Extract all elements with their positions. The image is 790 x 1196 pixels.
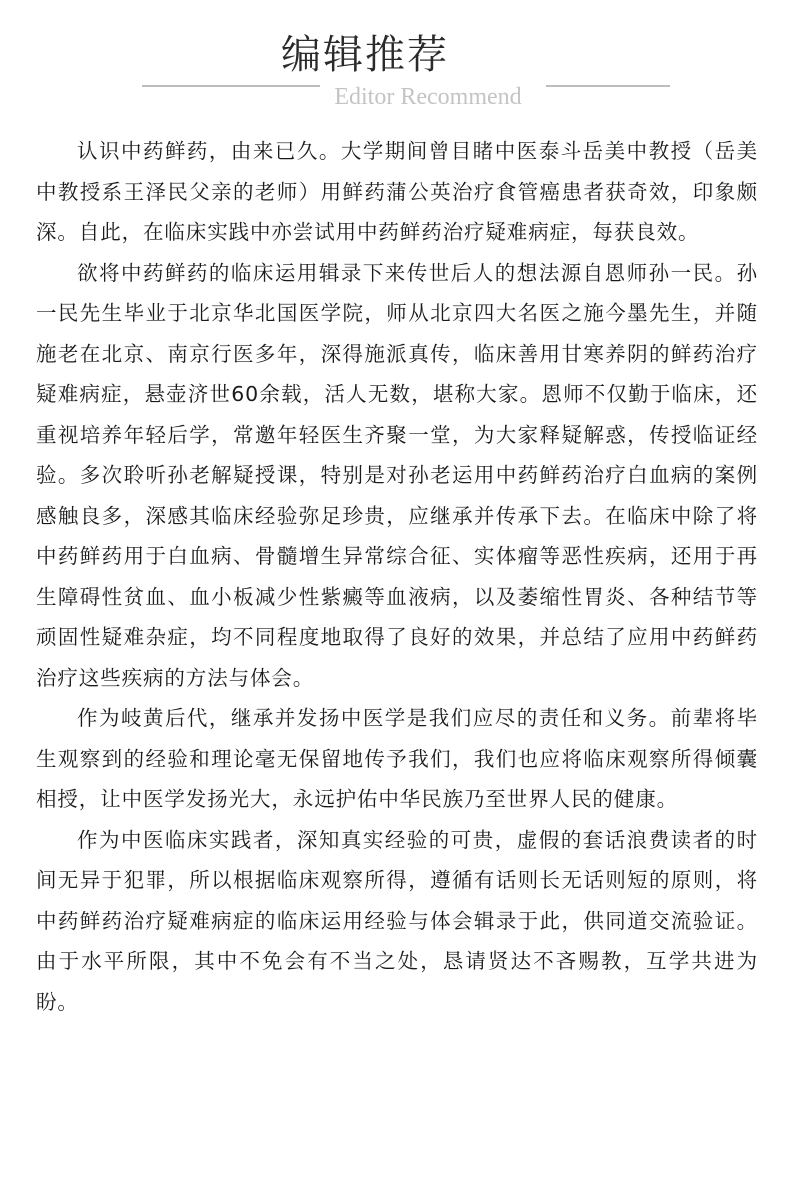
article-body xyxy=(36,131,758,1022)
paragraph: 欲将中药鲜药的临床运用辑录下来传世后人的想法源自恩师孙一民。孙一民先生毕业于北京华北国医学院，师从北京四大名医之施今墨先生，并随施老在北京、南京行医多年，深得施派真传，临床善用甘寒养阴的鲜药治疗疑难病症，悬壶济世60余载，活人无数，堪称大家。恩师不仅勤于临床，还重视培养年轻后学，常邀年轻医生齐聚一堂，为大家释疑解惑，传授临证经验。多次聆听孙老解疑授课，特别是对孙老运用中药鲜药治疗白血病的案例感触良多，深感其临床经验弥足珍贵，应继承并传承下去。在临床中除了将中药鲜药用于白血病、骨髓增生异常综合征、实体瘤等恶性疾病，还用于再生障碍性贫血、血小板减少性紫癜等血液病，以及萎缩性胃炎、各种结节等顽固性疑难杂症，均不同程度地取得了良好的效果，并总结了应用中药鲜药治疗这些疾病的方法与体会。 xyxy=(36,260,758,690)
paragraph: 认识中药鲜药，由来已久。大学期间曾目睹中医泰斗岳美中教授（岳美中教授系王泽民父亲的老师）用鲜药蒲公英治疗食管癌患者获奇效，印象颇深。自此，在临床实践中亦尝试用中药鲜药治疗疑难病症，每获良效。 xyxy=(36,139,758,244)
paragraph: 作为中医临床实践者，深知真实经验的可贵，虚假的套话浪费读者的时间无异于犯罪，所以根据临床观察所得，遵循有话则长无话则短的原则，将中药鲜药治疗疑难病症的临床运用经验与体会辑录于此，供同道交流验证。由于水平所限，其中不免会有不当之处，恳请贤达不吝赐教，互学共进为盼。 xyxy=(36,827,758,1014)
section-header xyxy=(0,0,790,120)
paragraph: 作为岐黄后代，继承并发扬中医学是我们应尽的责任和义务。前辈将毕生观察到的经验和理论毫无保留地传予我们，我们也应将临床观察所得倾囊相授，让中医学发扬光大，永远护佑中华民族乃至世界人民的健康。 xyxy=(36,706,758,811)
section-title: 编辑推荐 xyxy=(281,32,449,78)
section-subtitle: Editor Recommend xyxy=(334,84,522,110)
